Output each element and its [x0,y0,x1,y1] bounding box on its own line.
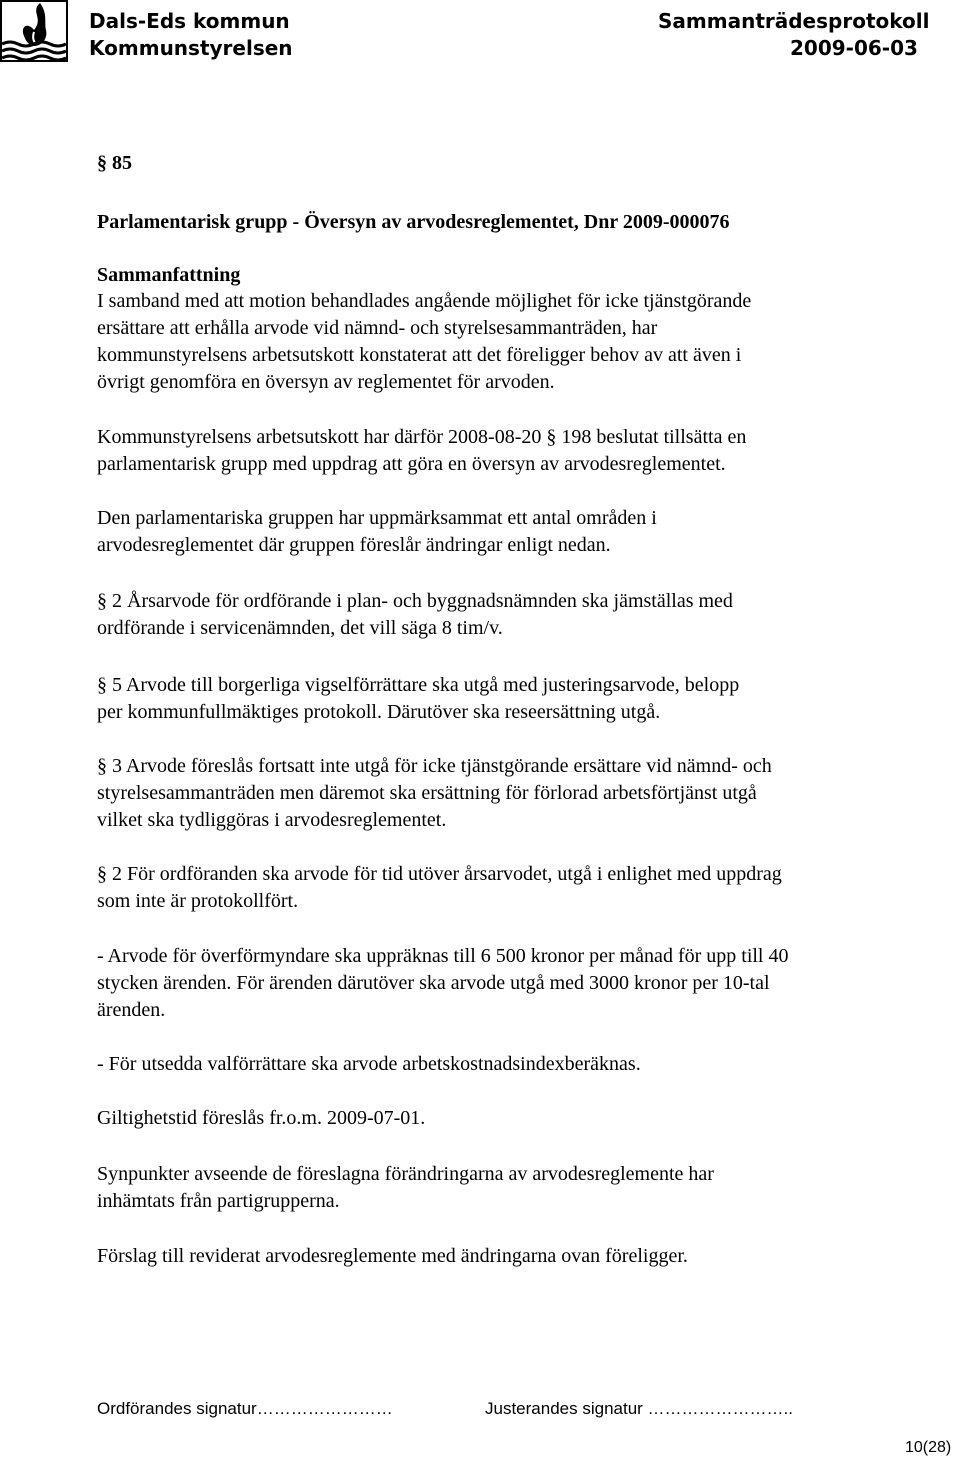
paragraph-line: § 2 Årsarvode för ordförande i plan- och byggnadsnämnden ska jämställas med [97,590,733,612]
paragraph-line: - För utsedda valförrättare ska arvode arbetskostnadsindexberäknas. [97,1053,641,1075]
paragraph-line: § 2 För ordföranden ska arvode för tid utöver årsarvodet, utgå i enlighet med uppdrag [97,863,782,885]
paragraph-line: ärenden. [97,999,166,1021]
paragraph [97,943,788,1024]
chair-signature: Ordförandes signatur…………………… [97,1399,393,1418]
paragraph [97,861,782,915]
paragraph-line: I samband med att motion behandlades angående möjlighet för icke tjänstgörande [97,290,752,312]
header-municipality: Dals-Eds kommun [89,9,290,33]
paragraph-line: § 5 Arvode till borgerliga vigselförrättare ska utgå med justeringsarvode, belopp [97,674,740,696]
paragraph-line: Giltighetstid föreslås fr.o.m. 2009-07-01. [97,1107,426,1129]
paragraph [97,424,746,478]
paragraph-line: ersättare att erhålla arvode vid nämnd- och styrelsesammanträden, har [97,317,658,339]
paragraph [97,1161,714,1215]
paragraph [97,505,657,559]
paragraph-line: inhämtats från partigrupperna. [97,1190,340,1212]
header-body: Kommunstyrelsen [89,36,293,60]
paragraph-line: arvodesreglementet där gruppen föreslår ändringar enligt nedan. [97,534,611,556]
paragraph [97,672,739,726]
paragraph-number: § 85 [97,152,132,174]
paragraph [97,1243,688,1270]
paragraph-line: Den parlamentariska gruppen har uppmärksammat ett antal områden i [97,507,657,529]
paragraph-line: vilket ska tydliggöras i arvodesreglementet. [97,809,447,831]
paragraph-line: Förslag till reviderat arvodesreglemente med ändringarna ovan föreligger. [97,1245,688,1267]
paragraph-line: stycken ärenden. För ärenden därutöver ska arvode utgå med 3000 kronor per 10-tal [97,972,770,994]
paragraph [97,1051,641,1078]
paragraph-line: övrigt genomföra en översyn av reglementet för arvoden. [97,371,555,393]
document-title: Parlamentarisk grupp - Översyn av arvodesreglementet, Dnr 2009-000076 [97,211,730,233]
paragraph-line: styrelsesammanträden men däremot ska ersättning för förlorad arbetsförtjänst utgå [97,782,757,804]
paragraph [97,753,772,834]
summary-heading: Sammanfattning [97,264,241,286]
paragraph-line: Synpunkter avseende de föreslagna förändringarna av arvodesreglemente har [97,1163,714,1185]
paragraph-line: parlamentarisk grupp med uppdrag att göra en översyn av arvodesreglementet. [97,453,726,475]
municipality-logo [0,0,68,62]
header-doc-type: Sammanträdesprotokoll [658,9,930,33]
adjuster-signature: Justerandes signatur …………………….. [485,1399,793,1418]
paragraph-line: per kommunfullmäktiges protokoll. Därutöver ska reseersättning utgå. [97,701,661,723]
paragraph-line: Kommunstyrelsens arbetsutskott har därför 2008-08-20 § 198 beslutat tillsätta en [97,426,747,448]
paragraph [97,1105,425,1132]
page-number: 10(28) [905,1439,952,1456]
paragraph [97,588,733,642]
paragraph-line: kommunstyrelsens arbetsutskott konstaterat att det föreligger behov av att även i [97,344,742,366]
paragraph-line: § 3 Arvode föreslås fortsatt inte utgå för icke tjänstgörande ersättare vid nämnd- och [97,755,772,777]
paragraph-line: som inte är protokollfört. [97,890,299,912]
paragraph-line: ordförande i servicenämnden, det vill säga 8 tim/v. [97,617,503,639]
paragraph-line: - Arvode för överförmyndare ska uppräknas till 6 500 kronor per månad för upp till 40 [97,945,789,967]
header-date: 2009-06-03 [790,36,918,60]
paragraph [97,288,751,396]
